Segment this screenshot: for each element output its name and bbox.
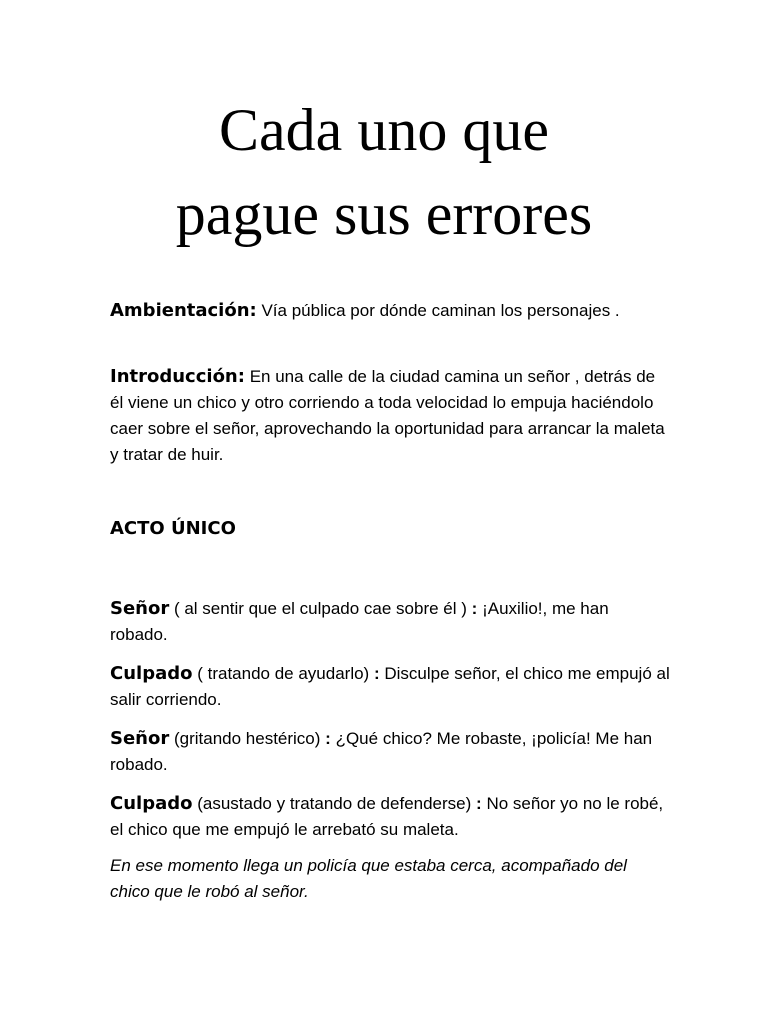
dialogue-text: Disculpe señor, el chico me empujó al salir corriendo. bbox=[110, 664, 670, 709]
title-line-1: Cada uno que bbox=[219, 97, 549, 163]
dialogue-line bbox=[110, 661, 670, 713]
stage-direction: ( al sentir que el culpado cae sobre él ) bbox=[173, 599, 467, 618]
ambientacion-paragraph bbox=[110, 298, 670, 324]
act-heading: ACTO ÚNICO bbox=[110, 518, 236, 539]
dialogue-text: ¡Auxilio!, me han robado. bbox=[110, 599, 609, 644]
dialogue-colon: : bbox=[471, 599, 478, 618]
dialogue-colon: : bbox=[325, 729, 331, 748]
stage-note: En ese momento llega un policía que estaba cerca, acompañado del chico que le robó al señor. bbox=[110, 856, 627, 901]
title-line-2: pague sus errores bbox=[175, 181, 593, 247]
dialogue-line bbox=[110, 791, 670, 843]
dialogue-line bbox=[110, 596, 670, 648]
introduccion-paragraph bbox=[110, 364, 670, 468]
dialogue-colon: : bbox=[476, 794, 482, 813]
speaker-name: Señor bbox=[110, 598, 170, 619]
speaker-name: Señor bbox=[110, 728, 170, 749]
dialogue-colon: : bbox=[373, 664, 380, 683]
dialogue-text: No señor yo no le robé, el chico que me empujó le arrebató su maleta. bbox=[110, 794, 664, 839]
stage-direction: (gritando hestérico) bbox=[173, 729, 321, 748]
speaker-name: Culpado bbox=[110, 793, 193, 814]
stage-direction: ( tratando de ayudarlo) bbox=[197, 664, 370, 683]
document-title bbox=[0, 88, 768, 256]
ambientacion-label: Ambientación: bbox=[110, 300, 257, 321]
stage-direction: (asustado y tratando de defenderse) bbox=[197, 794, 472, 813]
dialogue-line bbox=[110, 726, 670, 778]
introduccion-text: En una calle de la ciudad camina un señor , detrás de él viene un chico y otro corriendo a toda velocidad lo empuja haciéndolo caer sobre el señor, aprovechando la oportunidad para arrancar la maleta y tratar de huir. bbox=[110, 367, 665, 464]
ambientacion-text: Vía pública por dónde caminan los personajes . bbox=[261, 301, 620, 320]
speaker-name: Culpado bbox=[110, 663, 193, 684]
introduccion-label: Introducción: bbox=[110, 366, 245, 387]
dialogue-text: ¿Qué chico? Me robaste, ¡policía! Me han robado. bbox=[110, 729, 653, 774]
